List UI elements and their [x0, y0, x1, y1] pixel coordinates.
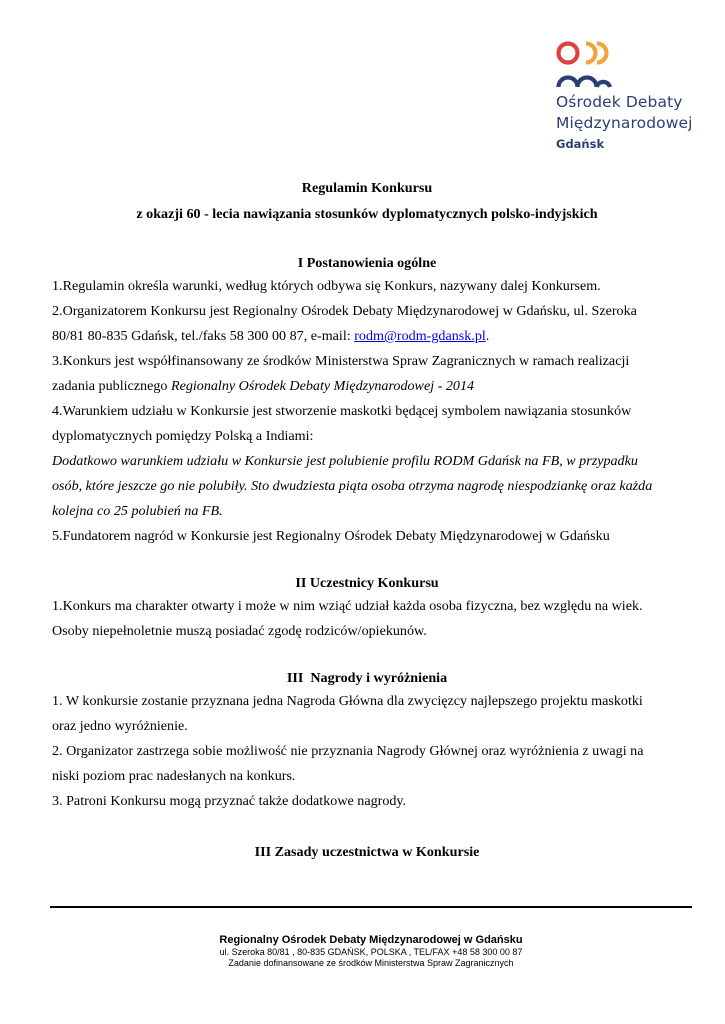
paragraph-1-2b	[52, 324, 682, 349]
logo-navy-arc-left	[559, 78, 578, 88]
paragraph-1-5: 5.Fundatorem nagród w Konkursie jest Regionalny Ośrodek Debaty Międzynarodowej w Gdańsku	[52, 528, 610, 544]
section-heading-rules: III Zasady uczestnictwa w Konkursie	[254, 844, 480, 860]
task-name: Regionalny Ośrodek Debaty Międzynarodowej - 2014	[170, 378, 475, 394]
logo-orange-arc-2	[597, 44, 607, 63]
organization-logo	[556, 40, 716, 151]
document-title: Regulamin Konkursu	[301, 180, 433, 196]
logo-navy-arc-right	[597, 82, 611, 87]
paragraph-3-2a: 2. Organizator zastrzega sobie możliwość nie przyznania Nagrody Głównej oraz wyróżnienia z uwagi na	[52, 743, 644, 759]
paragraph-1-4b: dyplomatycznych pomiędzy Polską a Indiami:	[52, 428, 314, 444]
paragraph-1-3b	[52, 374, 682, 399]
logo-name-line1: Ośrodek Debaty	[556, 93, 683, 111]
paragraph-1-4a: 4.Warunkiem udziału w Konkursie jest stworzenie maskotki będącej symbolem nawiązania stosunków	[52, 403, 632, 419]
odm-logo-icon	[556, 40, 612, 92]
contact-suffix: .	[485, 328, 490, 344]
footer-funding-note: Zadanie dofinansowane ze środków Ministerstwa Spraw Zagranicznych	[228, 958, 514, 968]
logo-orange-arc	[586, 44, 596, 63]
email-link[interactable]: rodm@rodm-gdansk.pl	[354, 328, 486, 344]
paragraph-1-4e: kolejna co 25 polubień na FB.	[52, 503, 223, 519]
paragraph-1-4d: osób, które jeszcze go nie polubiły. Sto dwudziesta piąta osoba otrzyma nagrodę niespodziankę oraz każda	[52, 478, 653, 494]
section-heading-general: I Postanowienia ogólne	[297, 255, 437, 271]
paragraph-1-1: 1.Regulamin określa warunki, według których odbywa się Konkurs, nazywany dalej Konkursem.	[52, 278, 601, 294]
footer-address: ul. Szeroka 80/81 , 80-835 GDAŃSK, POLSKA , TEL/FAX +48 58 300 00 87	[219, 947, 523, 957]
logo-navy-arc-mid	[578, 78, 597, 88]
paragraph-3-3: 3. Patroni Konkursu mogą przyznać także dodatkowe nagrody.	[52, 793, 407, 809]
logo-red-ring	[559, 44, 578, 63]
logo-city: Gdańsk	[556, 137, 605, 151]
paragraph-2-1b: Osoby niepełnoletnie muszą posiadać zgodę rodziców/opiekunów.	[52, 623, 427, 639]
paragraph-1-4c: Dodatkowo warunkiem udziału w Konkursie jest polubienie profilu RODM Gdańsk na FB, w przypadku	[52, 453, 638, 469]
section-heading-prizes: III Nagrody i wyróżnienia	[286, 670, 448, 686]
document-body	[52, 179, 682, 863]
page-footer	[50, 933, 692, 969]
paragraph-1-3a: 3.Konkurs jest współfinansowany ze środków Ministerstwa Spraw Zagranicznych w ramach realizacji	[52, 353, 630, 369]
paragraph-2-1a: 1.Konkurs ma charakter otwarty i może w nim wziąć udział każda osoba fizyczna, bez względu na wiek.	[52, 598, 643, 614]
footer-organization: Regionalny Ośrodek Debaty Międzynarodowej w Gdańsku	[219, 934, 523, 946]
contact-text: 80/81 80-835 Gdańsk, tel./faks 58 300 00 87, e-mail:	[52, 328, 355, 344]
section-heading-participants: II Uczestnicy Konkursu	[295, 575, 439, 591]
paragraph-3-1b: oraz jedno wyróżnienie.	[52, 718, 188, 734]
paragraph-3-2b: niski poziom prac nadesłanych na konkurs.	[52, 768, 296, 784]
footer-divider	[50, 906, 692, 908]
paragraph-1-2a: 2.Organizatorem Konkursu jest Regionalny Ośrodek Debaty Międzynarodowej w Gdańsku, ul. Szeroka	[52, 303, 637, 319]
task-prefix: zadania publicznego	[52, 378, 171, 394]
paragraph-3-1a: 1. W konkursie zostanie przyznana jedna Nagroda Główna dla zwycięzcy najlepszego projektu maskotki	[52, 693, 643, 709]
document-subtitle: z okazji 60 - lecia nawiązania stosunków dyplomatycznych polsko-indyjskich	[136, 206, 598, 222]
logo-name-line2: Międzynarodowej	[556, 114, 693, 132]
logo-name	[556, 92, 716, 134]
